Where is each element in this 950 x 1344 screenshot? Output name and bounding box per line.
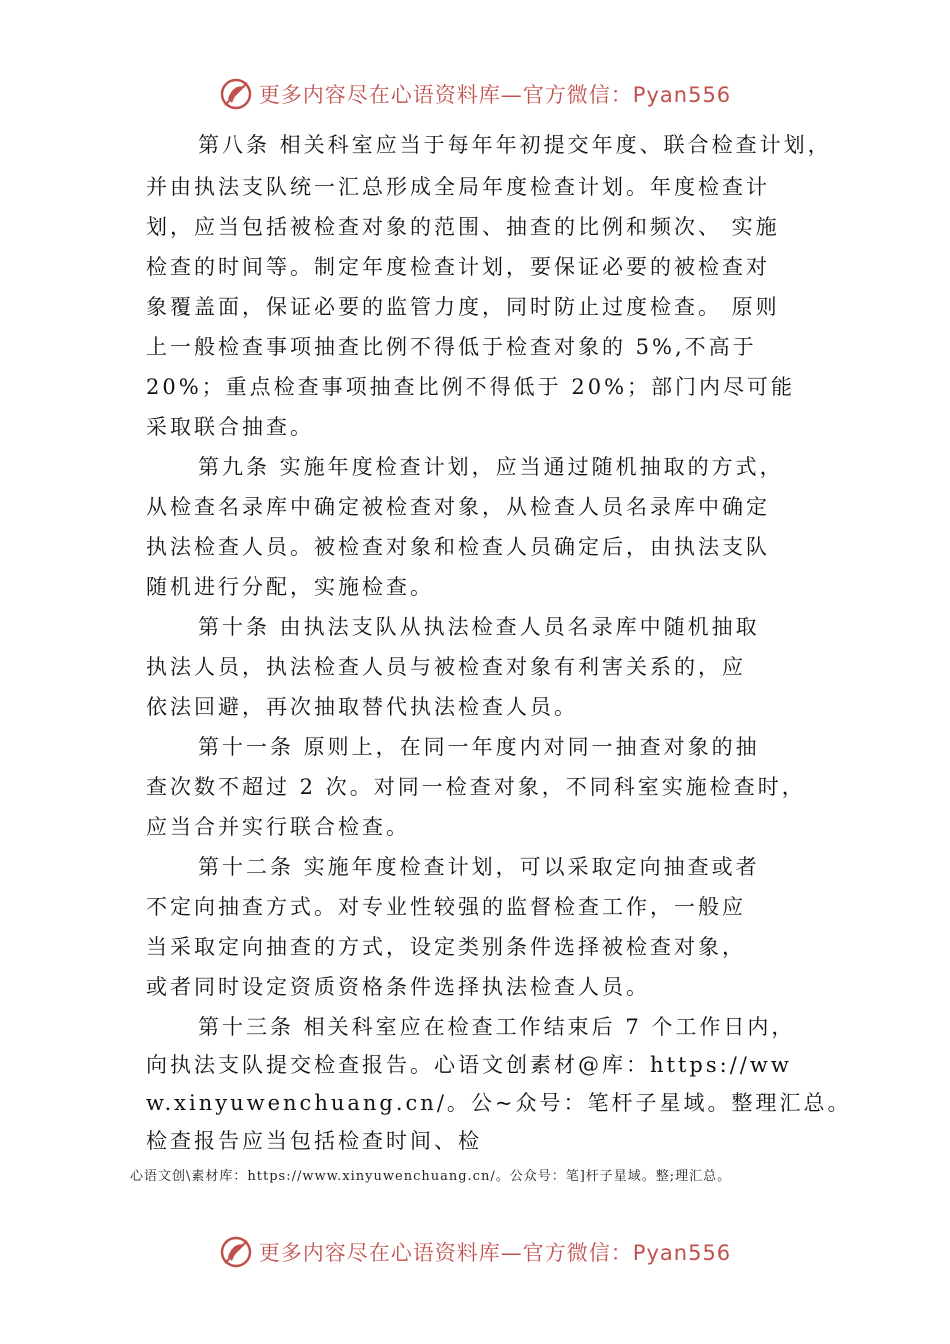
paragraph-line: 象覆盖面，保证必要的监管力度，同时防止过度检查。 原则 bbox=[146, 295, 780, 319]
footer-watermark-text: 心语文创\素材库：https://www.xinyuwenchuang.cn/。公众号：笔]杆子星域。整;理汇总。 bbox=[130, 1169, 732, 1184]
paragraph-line: 查次数不超过 2 次。对同一检查对象，不同科室实施检查时， bbox=[146, 775, 806, 799]
header-banner bbox=[0, 72, 950, 116]
paragraph-line: 执法检查人员。被检查对象和检查人员确定后，由执法支队 bbox=[146, 535, 770, 559]
footer-banner bbox=[0, 1230, 950, 1274]
paragraph-line: 第十条 由执法支队从执法检查人员名录库中随机抽取 bbox=[198, 615, 760, 639]
paragraph-line: 第八条 相关科室应当于每年年初提交年度、联合检查计划， bbox=[198, 133, 832, 157]
paragraph-line: 并由执法支队统一汇总形成全局年度检查计划。年度检查计 bbox=[146, 175, 770, 199]
paragraph-line: 应当合并实行联合检查。 bbox=[146, 815, 410, 839]
paragraph-line: 第九条 实施年度检查计划，应当通过随机抽取的方式， bbox=[198, 455, 784, 479]
paragraph-line: 从检查名录库中确定被检查对象，从检查人员名录库中确定 bbox=[146, 495, 770, 519]
paragraph-line: 20%；重点检查事项抽查比例不得低于 20%；部门内尽可能 bbox=[146, 375, 796, 399]
paragraph-line: 检查的时间等。制定年度检查计划，要保证必要的被检查对 bbox=[146, 255, 770, 279]
paragraph-line: 依法回避，再次抽取替代执法检查人员。 bbox=[146, 695, 578, 719]
banner-text: 更多内容尽在心语资料库—官方微信：Pyan556 bbox=[258, 1241, 732, 1265]
paragraph-line: 第十三条 相关科室应在检查工作结束后 7 个工作日内， bbox=[198, 1015, 796, 1039]
paragraph-line: 执法人员，执法检查人员与被检查对象有利害关系的，应 bbox=[146, 655, 746, 679]
paragraph-line: 检查报告应当包括检查时间、检 bbox=[146, 1129, 482, 1153]
brand-logo-icon bbox=[219, 77, 253, 111]
paragraph-line: 采取联合抽查。 bbox=[146, 415, 314, 439]
paragraph-line: w.xinyuwenchuang.cn/。公~众号：笔杆子星域。整理汇总。 bbox=[146, 1091, 852, 1115]
paragraph-line: 向执法支队提交检查报告。心语文创素材@库：https://ww bbox=[146, 1053, 792, 1077]
paragraph-line: 上一般检查事项抽查比例不得低于检查对象的 5%,不高于 bbox=[146, 335, 757, 359]
brand-logo-icon bbox=[219, 1235, 253, 1269]
paragraph-line: 划，应当包括被检查对象的范围、抽查的比例和频次、 实施 bbox=[146, 215, 780, 239]
paragraph-line: 第十二条 实施年度检查计划，可以采取定向抽查或者 bbox=[198, 855, 760, 879]
paragraph-line: 当采取定向抽查的方式，设定类别条件选择被检查对象， bbox=[146, 935, 746, 959]
paragraph-line: 或者同时设定资质资格条件选择执法检查人员。 bbox=[146, 975, 650, 999]
paragraph-line: 不定向抽查方式。对专业性较强的监督检查工作，一般应 bbox=[146, 895, 746, 919]
paragraph-line: 随机进行分配，实施检查。 bbox=[146, 575, 434, 599]
banner-text: 更多内容尽在心语资料库—官方微信：Pyan556 bbox=[258, 83, 732, 107]
paragraph-line: 第十一条 原则上，在同一年度内对同一抽查对象的抽 bbox=[198, 735, 760, 759]
